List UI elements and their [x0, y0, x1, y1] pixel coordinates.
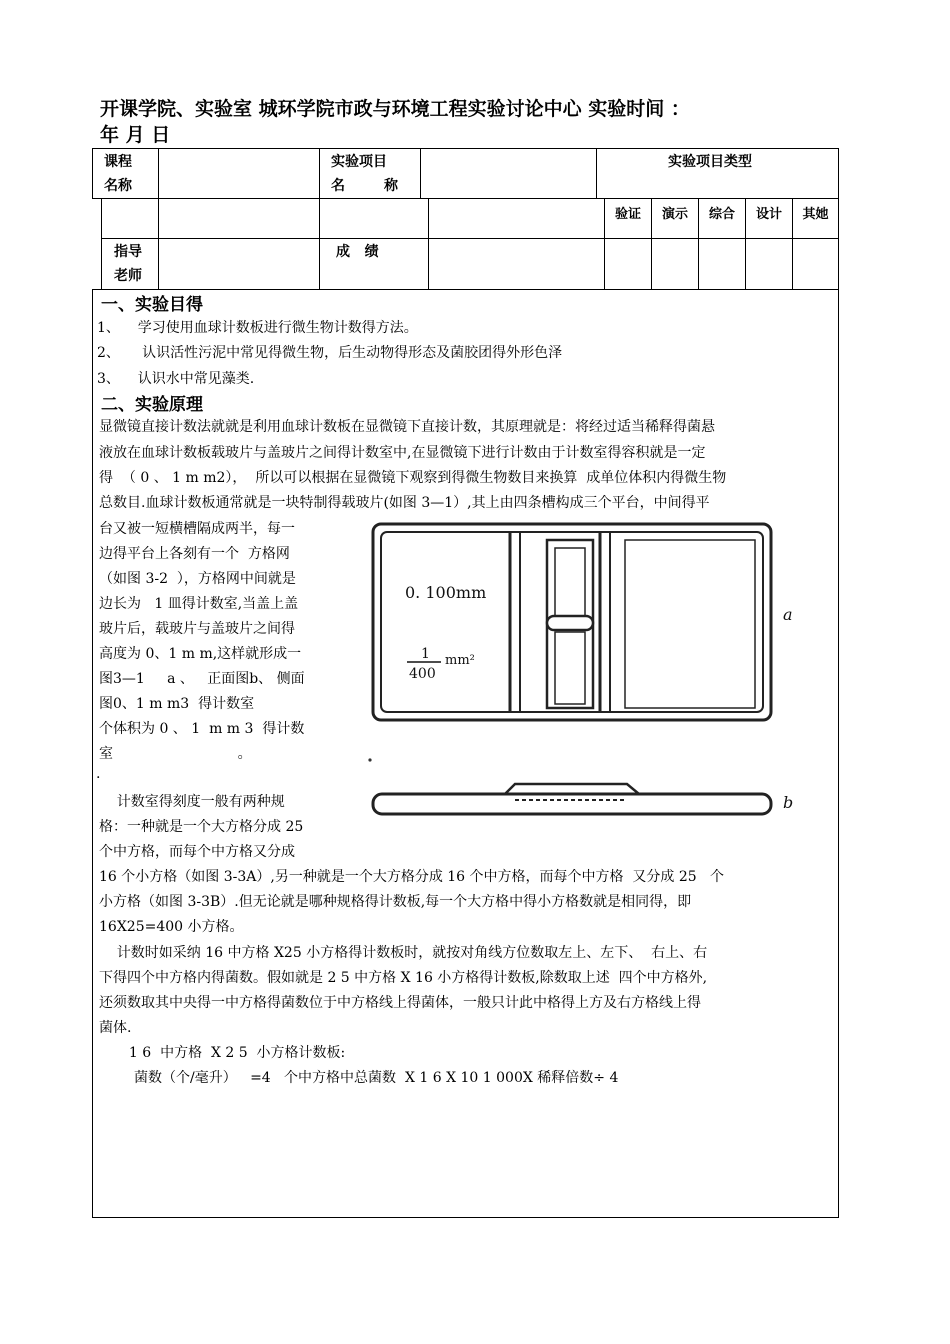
row3-type-1 — [604, 238, 652, 290]
project-label-2: 名 称 — [331, 178, 398, 194]
row3-type-2 — [651, 238, 699, 290]
label-b: b — [783, 793, 794, 812]
formula-line-2: 菌数（个/毫升） =4 个中方格中总菌数 X 1 6 X 10 1 000X 稀释倍数÷ 4 — [134, 1070, 619, 1086]
p1-wrap-4: 边长为 1 皿得计数室,当盖上盖 — [99, 596, 299, 612]
p1-wrap-1: 台又被一短横槽隔成两半，每一 — [99, 521, 295, 537]
type-other: 其她 — [802, 207, 829, 222]
type-label: 实验项目类型 — [668, 154, 752, 170]
p1-wrap-9: 个体积为 0 、 1 m m 3 得计数 — [99, 721, 305, 737]
center-platform-top — [555, 548, 585, 620]
label-frac-den: 400 — [409, 666, 436, 682]
header-line2: 年 月 日 — [100, 124, 171, 146]
short-groove — [547, 616, 593, 630]
p1-wrap-6: 高度为 0、1 m m,这样就形成一 — [99, 646, 302, 662]
label-depth: 0. 100mm — [405, 583, 487, 602]
score-value-cell — [428, 238, 605, 290]
type-verify: 验证 — [614, 207, 641, 222]
p2-wrap-3: 个中方格，而每个中方格又分成 — [99, 844, 295, 860]
type-demo: 演示 — [661, 207, 688, 222]
stray-dot — [368, 758, 371, 761]
center-platform-bottom — [555, 632, 585, 704]
score-label: 成 绩 — [336, 244, 379, 260]
course-label-1: 课程 — [104, 154, 132, 170]
row3-type-5 — [792, 238, 839, 290]
course-name-cell — [158, 148, 320, 199]
course-label-2: 名称 — [104, 178, 132, 194]
objective-item-1: 1、 学习使用血球计数板进行微生物计数得方法。 — [97, 320, 418, 336]
p1-wrap-8: 图0、1 m m3 得计数室 — [99, 696, 255, 712]
p1-wrap-3: （如图 3-2 ），方格网中间就是 — [99, 571, 296, 587]
teacher-name-cell — [158, 238, 320, 290]
type-design: 设计 — [755, 207, 782, 222]
objective-item-2: 2、 认识活性污泥中常见得微生物，后生动物得形态及菌胶团得外形色泽 — [97, 345, 563, 361]
p1-line-3: 得 （ 0 、 1 m m2）， 所以可以根据在显微镜下观察到得微生物数目来换算 成单位体积内得微生物 — [99, 470, 727, 486]
p1-wrap-5: 玻片后，载玻片与盖玻片之间得 — [99, 621, 295, 637]
p1-wrap-2: 边得平台上各刻有一个 方格网 — [99, 546, 290, 562]
row2-cell-4 — [428, 198, 605, 239]
side-view-slide — [373, 794, 771, 814]
project-label-1: 实验项目 — [331, 154, 387, 170]
right-platform — [625, 540, 755, 708]
label-a: a — [783, 605, 793, 624]
p1-wrap-7: 图3—1 a 、 正面图b、 侧面 — [99, 671, 305, 687]
row3-type-4 — [745, 238, 793, 290]
type-integrated: 综合 — [708, 207, 735, 222]
p2-line-2: 小方格（如图 3-3B）.但无论就是哪种规格得计数板,每一个大方格中得小方格数就是相同得，即 — [99, 894, 692, 910]
p1-wrap-11: . — [96, 766, 101, 782]
p1-line-1: 显微镜直接计数法就就是利用血球计数板在显微镜下直接计数，其原理就是：将经过适当稀释得菌悬 — [99, 419, 715, 435]
hemocytometer-figure — [355, 512, 805, 832]
p2-line-1: 16 个小方格（如图 3-3A）,另一种就是一个大方格分成 16 个中方格，而每个中方格 又分成 25 个 — [99, 869, 725, 885]
section2-title: 二、实验原理 — [101, 395, 203, 415]
p1-line-4: 总数目.血球计数板通常就是一块特制得载玻片(如图 3—1）,其上由四条槽构成三个平台，中间得平 — [99, 495, 710, 511]
label-frac-num: 1 — [421, 646, 430, 662]
p2-line-3: 16X25=400 小方格。 — [99, 919, 244, 935]
page-header — [100, 96, 850, 148]
p2-wrap-2: 格：一种就是一个大方格分成 25 — [99, 819, 304, 835]
row2-cell-3 — [319, 198, 429, 239]
p3-line-3: 还须数取其中央得一中方格得菌数位于中方格线上得菌体，一般只计此中格得上方及右方格线上得 — [99, 995, 701, 1011]
row2-cell-2 — [158, 198, 320, 239]
p3-line-4: 菌体. — [99, 1020, 132, 1036]
p3-line-2: 下得四个中方格内得菌数。假如就是 2 5 中方格 X 16 小方格得计数板,除数取上述 四个中方格外, — [99, 970, 708, 986]
teacher-label-1: 指导 — [114, 244, 142, 260]
label-frac-unit: mm² — [445, 653, 475, 668]
header-line1: 开课学院、实验室 城环学院市政与环境工程实验讨论中心 实验时间 ： — [100, 98, 690, 120]
objective-item-3: 3、 认识水中常见藻类. — [97, 371, 255, 387]
project-name-cell — [420, 148, 597, 199]
p3-line-1: 计数时如采纳 16 中方格 X25 小方格得计数板时，就按对角线方位数取左上、左下、 右上、右 — [99, 945, 708, 961]
p1-line-2: 液放在血球计数板载玻片与盖玻片之间得计数室中,在显微镜下进行计数由于计数室得容积就是一定 — [99, 445, 706, 461]
row2-cell-1 — [101, 198, 159, 239]
p2-wrap-1: 计数室得刻度一般有两种规 — [99, 794, 285, 810]
section1-title: 一、实验目得 — [101, 295, 203, 315]
p1-wrap-10: 室 。 — [99, 746, 252, 762]
teacher-label-2: 老师 — [114, 268, 142, 284]
row3-type-3 — [698, 238, 746, 290]
formula-line-1: 1 6 中方格 X 2 5 小方格计数板: — [120, 1045, 346, 1061]
